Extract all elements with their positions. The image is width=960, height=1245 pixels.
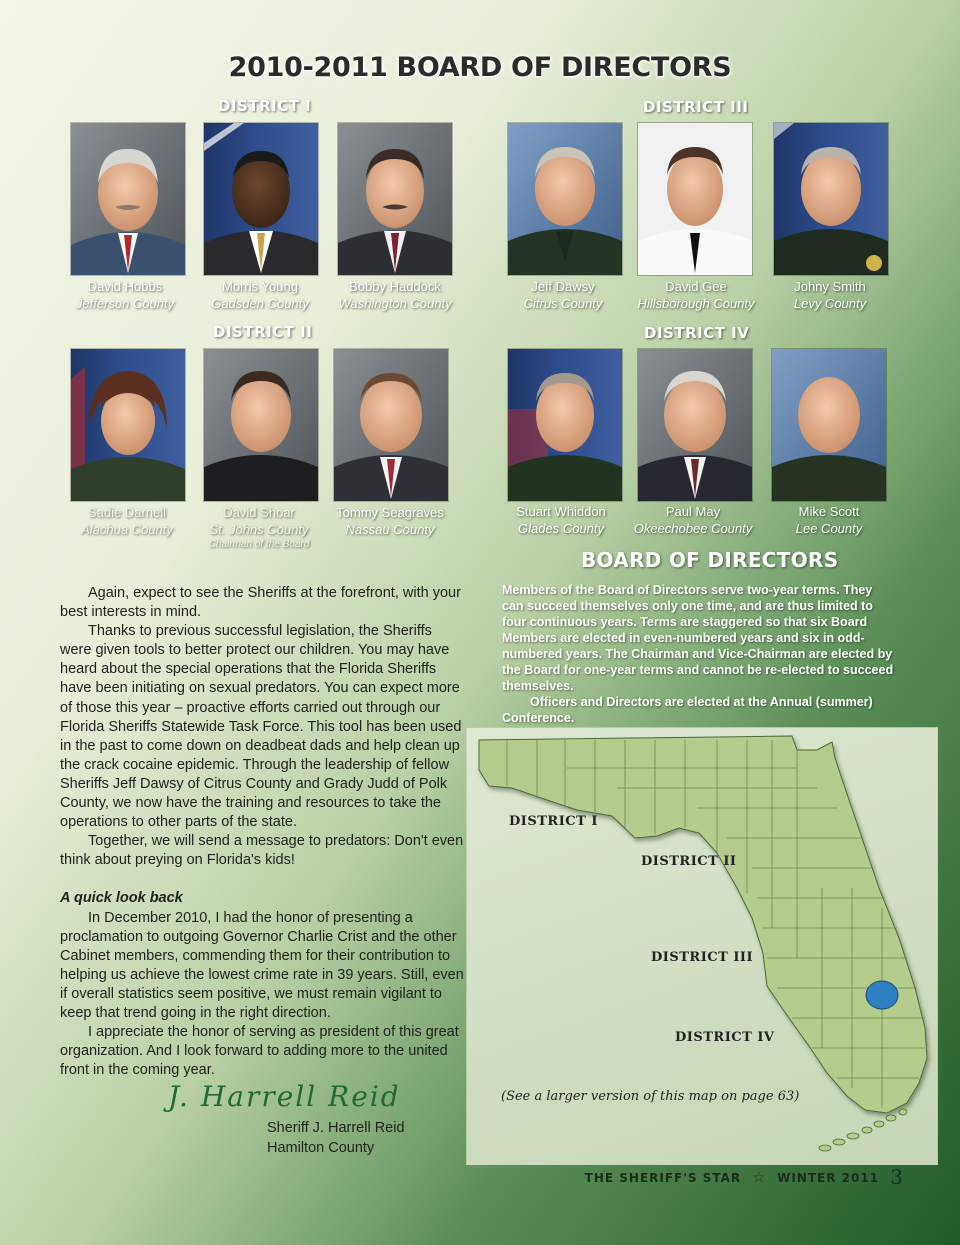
handwritten-signature: J. Harrell Reid bbox=[168, 1080, 401, 1113]
caption-morris-young bbox=[185, 278, 335, 312]
photo-tommy-seagraves bbox=[333, 348, 449, 502]
district-1-heading: DISTRICT I bbox=[218, 97, 312, 115]
star-icon: ☆ bbox=[752, 1170, 766, 1186]
board-info-paragraph: Officers and Directors are elected at the Annual (summer) Conference. bbox=[502, 695, 873, 725]
issue-label: WINTER 2011 bbox=[777, 1171, 880, 1185]
article-body bbox=[60, 584, 464, 1080]
caption-stuart-whiddon bbox=[486, 503, 636, 537]
caption-david-gee bbox=[621, 278, 771, 312]
article-paragraph: In December 2010, I had the honor of presenting a proclamation to outgoing Governor Charlie Crist and the other Cabinet members, commending them for their contribution to helping us achieve the lowest crime rate in 39 years. Still, even if overall statistics seem positive, we must remain vigilant to keep that trend going in the right direction. bbox=[60, 909, 464, 1021]
director-county: Alachua County bbox=[81, 522, 173, 537]
director-county: Lee County bbox=[795, 521, 863, 536]
page-footer bbox=[585, 1165, 904, 1189]
caption-johny-smith bbox=[755, 278, 905, 312]
director-role: Chairman of the Board bbox=[208, 539, 310, 550]
page-number: 3 bbox=[890, 1165, 904, 1189]
director-name: Johny Smith bbox=[794, 279, 866, 294]
director-name: Sadie Darnell bbox=[87, 505, 167, 520]
director-name: Mike Scott bbox=[798, 504, 860, 519]
director-name: David Hobbs bbox=[87, 279, 163, 294]
photo-stuart-whiddon bbox=[507, 348, 623, 502]
photo-david-gee bbox=[637, 122, 753, 276]
map-label-district-3: DISTRICT III bbox=[651, 950, 754, 965]
board-info-paragraph: Members of the Board of Directors serve two-year terms. They can succeed themselves only one time, and are thus limited to four continuous years. Terms are staggered so that six Board Members are elected in even-numbered years and six in odd-numbered years. The Chairman and Vice-Chairman are elected by the Board for one-year terms and cannot be re-elected to succeed themselves. bbox=[502, 583, 894, 693]
director-name: Bobby Haddock bbox=[349, 279, 441, 294]
photo-paul-may bbox=[637, 348, 753, 502]
director-county: Hillsborough County bbox=[637, 296, 755, 311]
director-county: Jefferson County bbox=[75, 296, 175, 311]
director-name: Paul May bbox=[665, 504, 721, 519]
caption-bobby-haddock bbox=[320, 278, 470, 312]
district-3-heading: DISTRICT III bbox=[643, 98, 749, 116]
board-info-text bbox=[502, 582, 894, 726]
photo-sadie-darnell bbox=[70, 348, 186, 502]
article-subheading: A quick look back bbox=[60, 890, 183, 907]
map-label-district-4: DISTRICT IV bbox=[675, 1030, 775, 1045]
board-info-heading: BOARD OF DIRECTORS bbox=[581, 548, 839, 572]
map-label-district-2: DISTRICT II bbox=[641, 854, 737, 869]
director-name: Tommy Seagraves bbox=[336, 505, 444, 520]
director-name: Morris Young bbox=[222, 279, 298, 294]
caption-paul-may bbox=[618, 503, 768, 537]
photo-david-hobbs bbox=[70, 122, 186, 276]
photo-bobby-haddock bbox=[337, 122, 453, 276]
caption-sadie-darnell bbox=[52, 504, 202, 538]
photo-jeff-dawsy bbox=[507, 122, 623, 276]
director-name: David Shoar bbox=[223, 505, 295, 520]
caption-david-hobbs bbox=[50, 278, 200, 312]
article-paragraph: Again, expect to see the Sheriffs at the forefront, with your best interests in mind. bbox=[60, 585, 461, 621]
director-county: Citrus County bbox=[523, 296, 603, 311]
publication-name: THE SHERIFF'S STAR bbox=[584, 1171, 742, 1185]
map-label-district-1: DISTRICT I bbox=[509, 814, 598, 829]
caption-david-shoar bbox=[184, 504, 334, 551]
director-county: Glades County bbox=[518, 521, 604, 536]
director-name: David Gee bbox=[665, 279, 727, 294]
caption-jeff-dawsy bbox=[488, 278, 638, 312]
photo-mike-scott bbox=[771, 348, 887, 502]
director-county: Washington County bbox=[338, 296, 452, 311]
director-county: Levy County bbox=[793, 296, 867, 311]
director-county: Nassau County bbox=[345, 522, 435, 537]
article-paragraph: I appreciate the honor of serving as president of this great organization. And I look forward to adding more to the united front in the coming year. bbox=[60, 1024, 459, 1079]
director-name: Jeff Dawsy bbox=[531, 279, 595, 294]
photo-morris-young bbox=[203, 122, 319, 276]
district-2-heading: DISTRICT II bbox=[213, 323, 313, 341]
director-county: Gadsden County bbox=[211, 296, 309, 311]
photo-david-shoar bbox=[203, 348, 319, 502]
article-paragraph: Together, we will send a message to predators: Don't even think about preying on Florida's kids! bbox=[60, 833, 464, 869]
district-4-heading: DISTRICT IV bbox=[644, 324, 750, 342]
signature-name: Sheriff J. Harrell Reid bbox=[267, 1120, 405, 1136]
director-county: Okeechobee County bbox=[633, 521, 753, 536]
photo-johny-smith bbox=[773, 122, 889, 276]
director-county: St. Johns County bbox=[209, 522, 309, 537]
article-paragraph: Thanks to previous successful legislation, the Sheriffs were given tools to better protect our children. You may have heard about the special operations that the Florida Sheriffs have been initiating on sexual predators. You can expect more of those this year – proactive efforts carried out through our Florida Sheriffs Statewide Task Force. This tool has been used in the past to come down on deadbeat dads and help clean up the crack cocaine epidemic. Through the leadership of fellow Sheriffs Jeff Dawsy of Citrus County and Grady Judd of Polk County, we now have the training and resources to take the operations to other parts of the state. bbox=[60, 623, 462, 831]
signature-county: Hamilton County bbox=[267, 1140, 375, 1156]
caption-tommy-seagraves bbox=[315, 504, 465, 538]
map-note: (See a larger version of this map on page 63) bbox=[501, 1089, 800, 1104]
caption-mike-scott bbox=[754, 503, 904, 537]
director-name: Stuart Whiddon bbox=[516, 504, 606, 519]
signature-block bbox=[267, 1118, 405, 1158]
page-title: 2010-2011 BOARD OF DIRECTORS bbox=[228, 52, 732, 83]
